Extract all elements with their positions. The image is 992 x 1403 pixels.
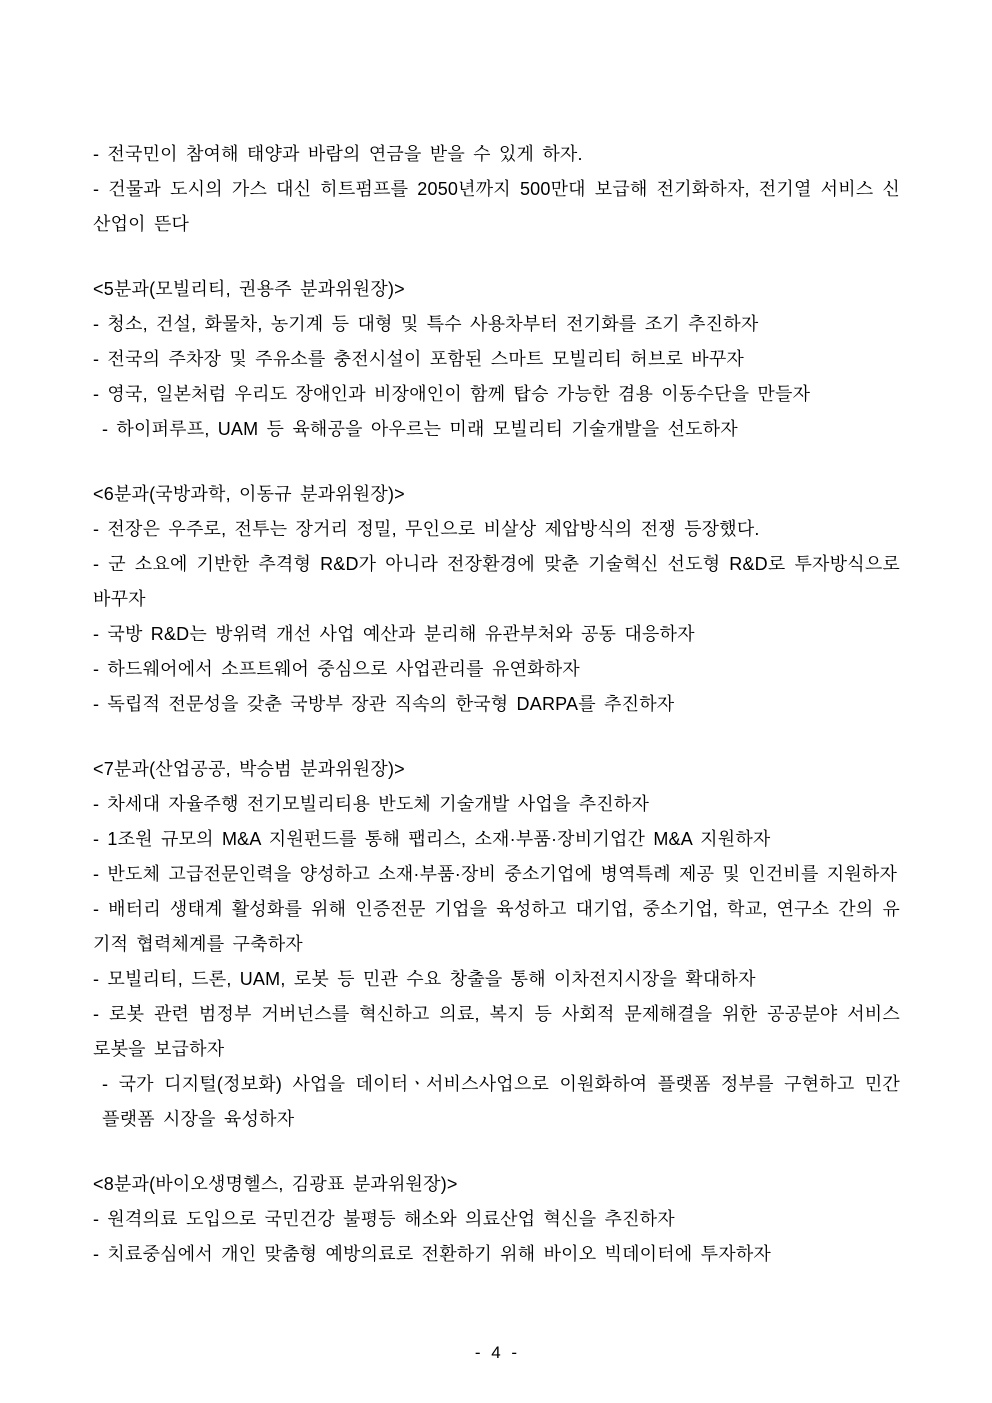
bullet-item: - 군 소요에 기반한 추격형 R&D가 아니라 전장환경에 맞춘 기술혁신 선도형 R&D로 투자방식으로 바꾸자	[93, 554, 900, 609]
bullet-item: - 하드웨어에서 소프트웨어 중심으로 사업관리를 유연화하자	[93, 659, 580, 679]
section-heading: <7분과(산업공공, 박승범 분과위원장)>	[93, 759, 405, 779]
page-number: - 4 -	[474, 1343, 518, 1362]
section-8bungwa	[93, 1167, 900, 1272]
bullet-item: - 모빌리티, 드론, UAM, 로봇 등 민관 수요 창출을 통해 이차전지시장을 확대하자	[93, 969, 756, 989]
section-6bungwa	[93, 477, 900, 722]
bullet-item: - 치료중심에서 개인 맞춤형 예방의료로 전환하기 위해 바이오 빅데이터에 투자하자	[93, 1244, 771, 1264]
body-paragraph: - 건물과 도시의 가스 대신 히트펌프를 2050년까지 500만대 보급해 전기화하자, 전기열 서비스 신산업이 뜬다	[93, 179, 900, 234]
bullet-item: - 영국, 일본처럼 우리도 장애인과 비장애인이 함께 탑승 가능한 겸용 이동수단을 만들자	[93, 384, 811, 404]
body-paragraph: - 전국민이 참여해 태양과 바람의 연금을 받을 수 있게 하자.	[93, 144, 583, 164]
bullet-item: - 차세대 자율주행 전기모빌리티용 반도체 기술개발 사업을 추진하자	[93, 794, 650, 814]
section-heading: <5분과(모빌리티, 권용주 분과위원장)>	[93, 279, 405, 299]
bullet-item: - 전장은 우주로, 전투는 장거리 정밀, 무인으로 비살상 제압방식의 전쟁 등장했다.	[93, 519, 760, 539]
intro-paragraphs	[93, 137, 900, 242]
bullet-item: - 청소, 건설, 화물차, 농기계 등 대형 및 특수 사용차부터 전기화를 조기 추진하자	[93, 314, 759, 334]
bullet-item: - 전국의 주차장 및 주유소를 충전시설이 포함된 스마트 모빌리티 허브로 바꾸자	[93, 349, 745, 369]
bullet-item: - 하이퍼루프, UAM 등 육해공을 아우르는 미래 모빌리티 기술개발을 선도하자	[102, 419, 738, 439]
section-5bungwa	[93, 272, 900, 447]
bullet-item: - 국방 R&D는 방위력 개선 사업 예산과 분리해 유관부처와 공동 대응하자	[93, 624, 695, 644]
bullet-item: - 국가 디지털(정보화) 사업을 데이터ㆍ서비스사업으로 이원화하여 플랫폼 정부를 구현하고 민간 플랫폼 시장을 육성하자	[102, 1074, 900, 1129]
bullet-item: - 독립적 전문성을 갖춘 국방부 장관 직속의 한국형 DARPA를 추진하자	[93, 694, 675, 714]
section-heading: <6분과(국방과학, 이동규 분과위원장)>	[93, 484, 405, 504]
section-heading: <8분과(바이오생명헬스, 김광표 분과위원장)>	[93, 1174, 458, 1194]
bullet-item: - 원격의료 도입으로 국민건강 불평등 해소와 의료산업 혁신을 추진하자	[93, 1209, 675, 1229]
section-7bungwa	[93, 752, 900, 1137]
bullet-item: - 반도체 고급전문인력을 양성하고 소재·부품·장비 중소기업에 병역특례 제공 및 인건비를 지원하자	[93, 864, 898, 884]
bullet-item: - 1조원 규모의 M&A 지원펀드를 통해 팹리스, 소재·부품·장비기업간 M&A 지원하자	[93, 829, 771, 849]
bullet-item: - 로봇 관련 범정부 거버넌스를 혁신하고 의료, 복지 등 사회적 문제해결을 위한 공공분야 서비스 로봇을 보급하자	[93, 1004, 900, 1059]
bullet-item: - 배터리 생태계 활성화를 위해 인증전문 기업을 육성하고 대기업, 중소기업, 학교, 연구소 간의 유기적 협력체계를 구축하자	[93, 899, 900, 954]
